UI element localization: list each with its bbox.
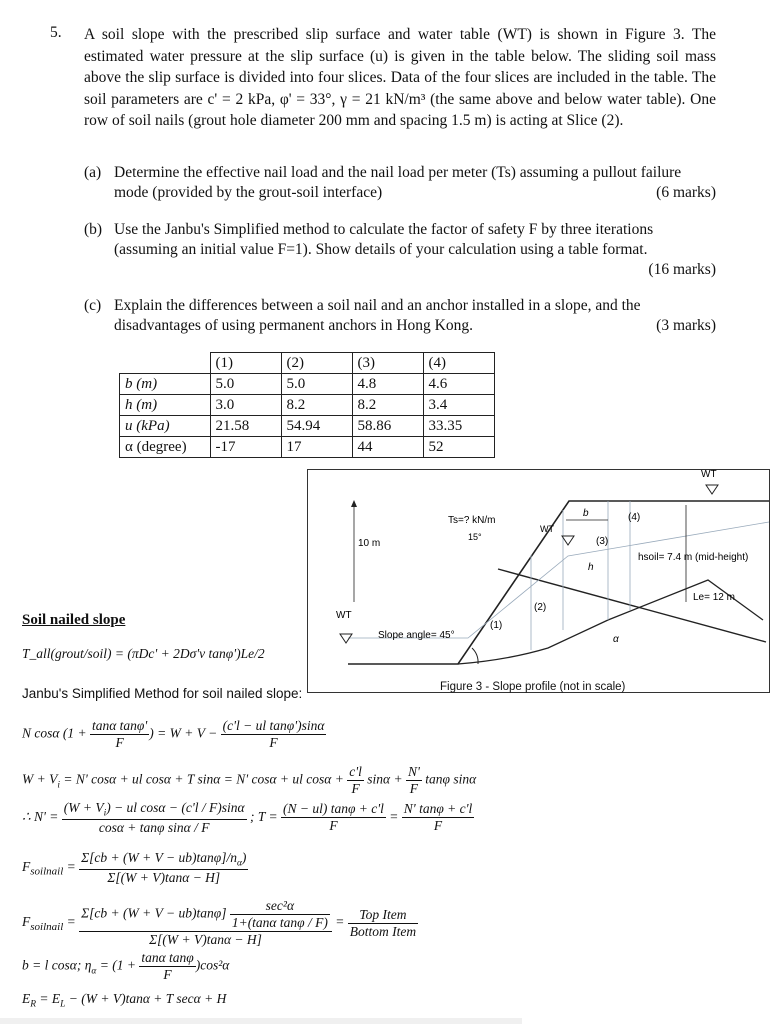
table-cell: u (kPa) [120,416,211,437]
part-c-label: (c) [84,297,102,314]
wt-triangle-icon [706,485,718,494]
table-cell: 4.6 [423,374,494,395]
section-heading: Soil nailed slope [22,612,126,628]
table-cell: h (m) [120,395,211,416]
table-cell: 3.0 [210,395,281,416]
table-row [120,374,495,395]
wt-triangle-icon [562,536,574,545]
part-c-marks: (3 marks) [656,317,716,334]
table-cell: 52 [423,437,494,458]
slope-profile-diagram [308,470,769,692]
part-a-marks: (6 marks) [656,184,716,201]
pullout-equation: T_all(grout/soil) = (πDc' + 2Dσ'v tanφ')Le/2 [22,646,265,661]
table-cell: 58.86 [352,416,423,437]
top-item-label: Top Item [348,907,418,924]
alpha-label: α [613,634,619,645]
table-cell: (4) [423,353,494,374]
part-c [84,296,716,336]
table-cell: 17 [281,437,352,458]
equation-3: ∴ N' = $\frac{(W + V_i) - ul \cos\alpha - (c'l / F)\sin\alpha}{\text{cosα + tanφ sinα / F}}$ ; T = $\frac{(N - ul) \tan\varphi + c'l}{F}$ = $\frac{N' \tan\varphi + c'l}{F}$ [22,800,473,835]
slice2-label: (2) [534,602,547,613]
equation-4: $F_{soilnail}$ = $\frac{\Sigma[cb + (W + V - ub)\tan\varphi]/n_\alpha)}{\Sigma[(W + V)\tan\alpha - H]}$ [22,850,247,885]
table-cell: 33.35 [423,416,494,437]
part-a [84,163,716,203]
table-cell: b (m) [120,374,211,395]
table-cell: 4.8 [352,374,423,395]
slice4-label: (4) [628,512,641,523]
table-cell: 3.4 [423,395,494,416]
part-a-text: Determine the effective nail load and the nail load per meter (Ts) assuming a pullout failure mode (provided by the grout-soil interface) [114,164,682,201]
table-cell: 8.2 [352,395,423,416]
ten-m-label: 10 m [358,538,381,549]
table-cell: α (degree) [120,437,211,458]
part-b-label: (b) [84,221,103,238]
angle15-label: 15° [468,532,482,542]
figure-caption: Figure 3 - Slope profile (not in scale) [440,681,626,693]
part-a-label: (a) [84,164,102,181]
equation-5: $F_{soilnail}$ = Σ[cb + (W + V − ub)tanφ] $\frac{\text{sec²α}}{\text{1+(tanα tanφ / F)}}$ Σ[(W + V)tanα − H] = $\frac{\text{Top Item}}{\text{Bottom Item}}$ [22,898,417,947]
slope-figure [307,469,770,693]
table-row [120,395,495,416]
table-cell [120,353,211,374]
table-row [120,437,495,458]
slope-angle-label: Slope angle= 45° [378,630,455,641]
b-label: b [583,508,589,519]
wt-label-left: WT [336,610,352,621]
table-cell: 8.2 [281,395,352,416]
le-label: Le= 12 m [693,592,735,603]
table-header-row [120,353,495,374]
slice3-label: (3) [596,536,609,547]
table-cell: 54.94 [281,416,352,437]
table-cell: (1) [210,353,281,374]
slice1-label: (1) [490,620,503,631]
table-cell: 44 [352,437,423,458]
wt-triangle-icon [340,634,352,643]
equation-2: $W + V_i = N'$ cosα + ul cosα + T sinα = N' cosα + ul cosα + $\frac{c'l}{F}$ sinα + $\frac{N'}{F}$ tanφ sinα [22,764,477,796]
table-cell: -17 [210,437,281,458]
bottom-scrollbar [0,1018,522,1024]
table-cell: (3) [352,353,423,374]
part-c-text: Explain the differences between a soil nail and an anchor installed in a slope, and the disadvantages of using permanent anchors in Hong Kong. [114,297,641,334]
hsoil-label: hsoil= 7.4 m (mid-height) [638,552,749,563]
part-b-text: Use the Janbu's Simplified method to calculate the factor of safety F by three iterations (assuming an initial value F=1). Show details of your calculation using a table format. [114,221,654,258]
equation-7: $E_R = E_L - (W + V)\tan\alpha + T$ secα + H [22,991,227,1010]
wt-label-mid: WT [540,524,554,534]
h-label: h [588,562,594,573]
ts-label: Ts=? kN/m [448,515,496,526]
equation-1: N cosα (1 + $\frac{\text{tanα tanφ'}}{F}$ ) = W + V − $\frac{\text{(c'l − ul tanφ')sinα}}{F}$ [22,718,325,750]
slice-data-table [119,352,495,458]
question-number: 5. [50,24,62,41]
table-cell: (2) [281,353,352,374]
question-text: A soil slope with the prescribed slip surface and water table (WT) is shown in Figure 3. The estimated water pressure at the slip surface (u) is given in the table below. The sliding soil mass above the slip surface is divided into four slices. Data of the four slices are included in the table. The soil parameters are c' = 2 kPa, φ' = 33°, γ = 21 kN/m³ (the same above and below water table). One row of soil nails (grout hole diameter 200 mm and spacing 1.5 m) is acting at Slice (2). [84,26,716,129]
wt-label-top: WT [701,470,717,480]
water-table-line [348,522,769,638]
equation-6: b = l cosα; $\eta_\alpha = (1$ + $\frac{\text{tanα tanφ}}{F}$ )cos²α [22,950,230,982]
table-cell: 5.0 [281,374,352,395]
part-b [84,220,716,280]
part-b-marks: (16 marks) [648,261,716,278]
table-row [120,416,495,437]
table-cell: 21.58 [210,416,281,437]
bottom-item-label: Bottom Item [349,923,417,939]
janbu-title: Janbu's Simplified Method for soil nailed slope: [22,686,303,701]
table-cell: 5.0 [210,374,281,395]
